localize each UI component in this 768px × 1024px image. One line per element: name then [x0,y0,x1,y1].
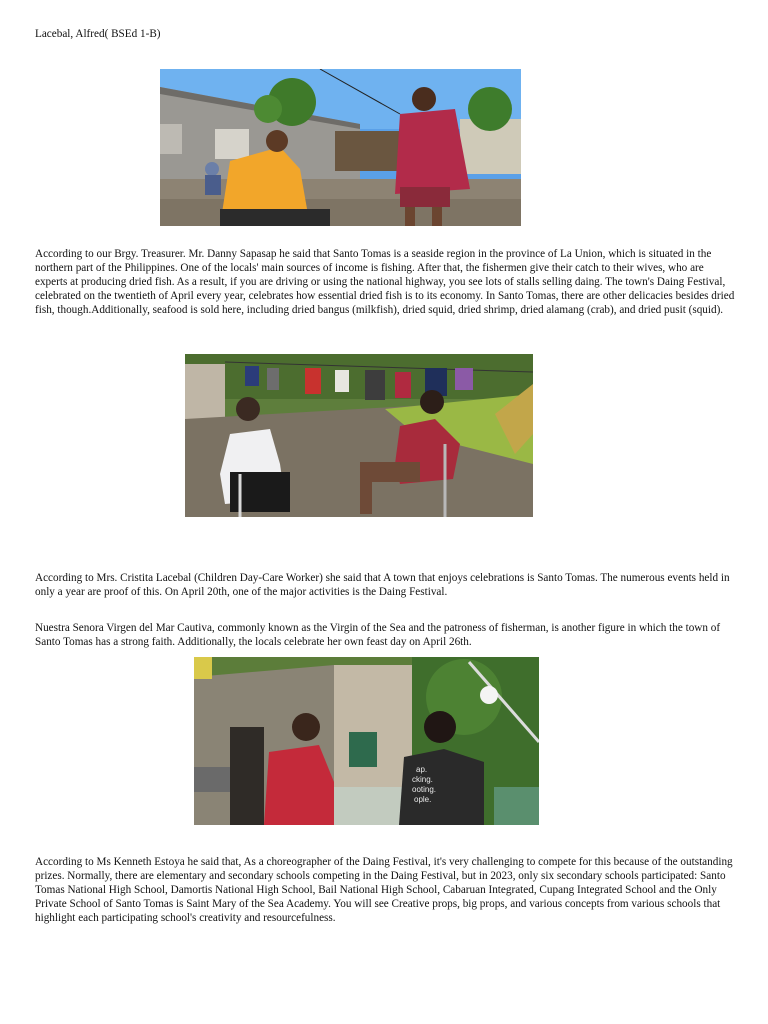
interview-photo-choreographer [194,657,539,825]
shirt-text-line-3: ooting. [412,785,437,794]
paragraph-virgin-of-the-sea: Nuestra Senora Virgen del Mar Cautiva, commonly known as the Virgin of the Sea and the patroness of fisherman, is another figure in which the town of Santo Tomas has a strong faith. Additionally, the locals celebrate her own feast day on April 26th. [35,622,721,648]
paragraph-treasurer: According to our Brgy. Treasurer. Mr. Danny Sapasap he said that Santo Tomas is a seaside region in the province of La Union, which is situated in the northern part of the Philippines. One of the locals' main sources of income is fishing. After that, the fishermen give their catch to their wives, who are experts at producing dried fish. As a result, if you are driving or using the national highway, you see lots of stalls selling daing. The town's Daing Festival, celebrated on the twentieth of April every year, celebrates how essential dried fish is to its economy. In Santo Tomas, there are other delicacies besides dried fish, though.Additionally, seafood is sold here, including dried bangus (milkfish), dried squid, dried shrimp, dried alamang (crab), and dried pusit (squid). [35,248,735,316]
shirt-text-line-2: cking. [412,775,433,784]
author-line: Lacebal, Alfred( BSEd 1-B) [35,28,161,40]
shirt-text-line-1: ap. [416,765,428,774]
shirt-text-line-4: ople. [414,795,432,804]
interview-photo-treasurer [160,69,521,226]
paragraph-daycare-worker: According to Mrs. Cristita Lacebal (Children Day-Care Worker) she said that A town that enjoys celebrations is Santo Tomas. The numerous events held in only a year are proof of this. On April 20th, one of the major activities is the Daing Festival. [35,572,730,598]
paragraph-choreographer: According to Ms Kenneth Estoya he said that, As a choreographer of the Daing Festival, it's very challenging to compete for this because of the outstanding prizes. Normally, there are elementary and secondary schools competing in the Daing Festival, but in 2023, only six secondary schools participated: Santo Tomas National High School, Damortis National High School, Bail National High School, Cabaruan Integrated, Cupang Integrated School and the Only Private School of Santo Tomas is Saint Mary of the Sea Academy. You will see Creative props, big props, and various concepts from various schools that highlight each participating school's creativity and resourcefulness. [35,856,733,924]
interview-photo-daycare-worker [185,354,533,517]
